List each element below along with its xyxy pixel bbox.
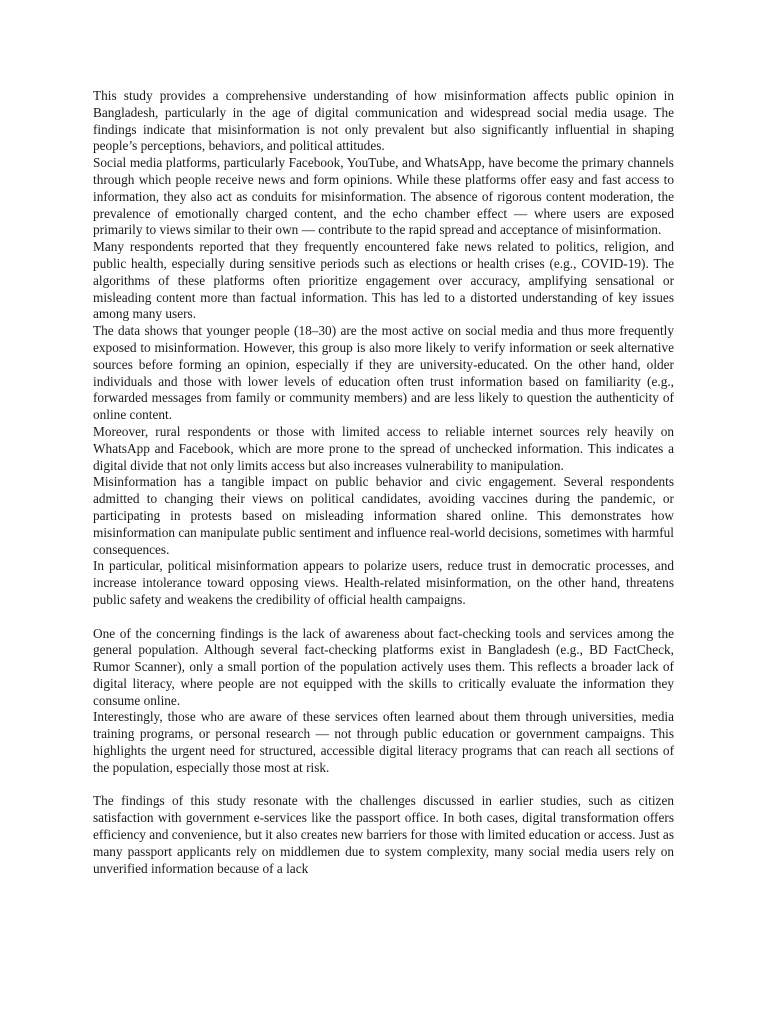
paragraph-study-overview: This study provides a comprehensive understanding of how misinformation affects public opinion in Bangladesh, particularly in the age of digital communication and widespread social media usage. The findings indicate that misinformation is not only prevalent but also significantly influential in shaping people’s perceptions, behaviors, and political attitudes. (93, 88, 674, 154)
document-page (93, 88, 674, 877)
paragraph-fake-news-encounters: Many respondents reported that they frequently encountered fake news related to politics, religion, and public health, especially during sensitive periods such as elections or health crises (e.g., COVID-19). The algorithms of these platforms often prioritize engagement over accuracy, amplifying sensational or misleading content more than factual information. This has led to a distorted understanding of key issues among many users. (93, 239, 674, 322)
paragraph-fact-checking-awareness: One of the concerning findings is the lack of awareness about fact-checking tools and services among the general population. Although several fact-checking platforms exist in Bangladesh (e.g., BD FactCheck, Rumor Scanner), only a small portion of the population actively uses them. This reflects a broader lack of digital literacy, where people are not equipped with the skills to critically evaluate the information they consume online. (93, 625, 674, 708)
paragraph-political-polarization: In particular, political misinformation appears to polarize users, reduce trust in democratic processes, and increase intolerance toward opposing views. Health-related misinformation, on the other hand, threatens public safety and weakens the credibility of official health campaigns. (93, 558, 674, 607)
paragraph-digital-literacy-sources: Interestingly, those who are aware of these services often learned about them through universities, media training programs, or personal research — not through public education or government campaigns. This highlights the urgent need for structured, accessible digital literacy programs that can reach all sections of the population, especially those most at risk. (93, 709, 674, 775)
paragraph-gap (93, 609, 674, 626)
paragraph-social-media-platforms: Social media platforms, particularly Facebook, YouTube, and WhatsApp, have become the primary channels through which people receive news and form opinions. While these platforms offer easy and fast access to information, they also act as conduits for misinformation. The absence of rigorous content moderation, the prevalence of emotionally charged content, and the echo chamber effect — where users are exposed primarily to views similar to their own — contribute to the rapid spread and acceptance of misinformation. (93, 155, 674, 238)
paragraph-civic-impact: Misinformation has a tangible impact on public behavior and civic engagement. Several respondents admitted to changing their views on political candidates, avoiding vaccines during the pandemic, or participating in protests based on misleading information shared online. This demonstrates how misinformation can manipulate public sentiment and influence real-world decisions, sometimes with harmful consequences. (93, 474, 674, 557)
paragraph-age-education: The data shows that younger people (18–30) are the most active on social media and thus more frequently exposed to misinformation. However, this group is also more likely to verify information or seek alternative sources before forming an opinion, especially if they are university-educated. On the other hand, older individuals and those with lower levels of education often trust information based on familiarity (e.g., forwarded messages from family or community members) and are less likely to question the authenticity of online content. (93, 323, 674, 423)
paragraph-gap (93, 777, 674, 794)
paragraph-earlier-studies: The findings of this study resonate with the challenges discussed in earlier studies, such as citizen satisfaction with government e-services like the passport office. In both cases, digital transformation offers efficiency and convenience, but it also creates new barriers for those with limited education or access. Just as many passport applicants rely on middlemen due to system complexity, many social media users rely on unverified information because of a lack (93, 793, 674, 876)
paragraph-rural-respondents: Moreover, rural respondents or those with limited access to reliable internet sources rely heavily on WhatsApp and Facebook, which are more prone to the spread of unchecked information. This indicates a digital divide that not only limits access but also increases vulnerability to manipulation. (93, 423, 674, 473)
